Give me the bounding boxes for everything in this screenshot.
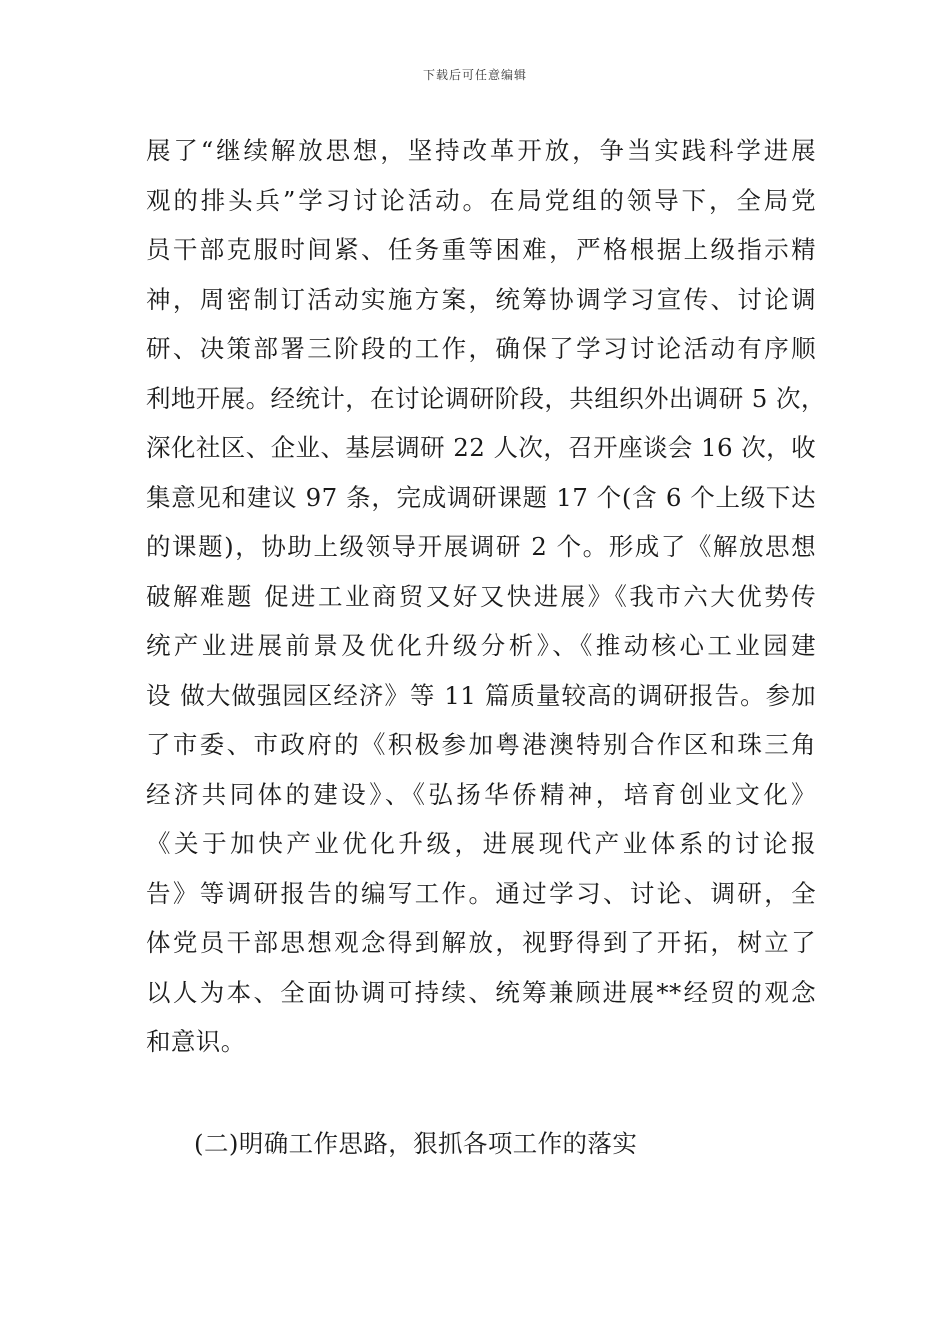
paragraph-line: 观的排头兵”学习讨论活动。在局党组的领导下，全局党 xyxy=(146,185,816,215)
paragraph-line: 告》等调研报告的编写工作。通过学习、讨论、调研，全 xyxy=(146,878,816,908)
paragraph-line: 体党员干部思想观念得到解放，视野得到了开拓，树立了 xyxy=(146,928,816,957)
paragraph-line: 深化社区、企业、基层调研 22 人次，召开座谈会 16 次，收 xyxy=(146,433,816,462)
paragraph-line: 利地开展。经统计，在讨论调研阶段，共组织外出调研 5 次， xyxy=(146,383,826,413)
paragraph-line: 经济共同体的建设》、《弘扬华侨精神，培育创业文化》 xyxy=(146,779,816,809)
paragraph-line: 的课题)，协助上级领导开展调研 2 个。形成了《解放思想 xyxy=(146,532,816,561)
paragraph-line: 集意见和建议 97 条，完成调研课题 17 个(含 6 个上级下达 xyxy=(146,482,816,512)
page-header: 下载后可任意编辑 xyxy=(422,68,527,82)
paragraph-line: 研、决策部署三阶段的工作，确保了学习讨论活动有序顺 xyxy=(146,334,816,363)
section-heading: (二)明确工作思路，狠抓各项工作的落实 xyxy=(194,1129,638,1158)
paragraph-line: 设 做大做强园区经济》等 11 篇质量较高的调研报告。参加 xyxy=(146,680,816,710)
body-paragraph xyxy=(146,126,826,1067)
paragraph-line: 神，周密制订活动实施方案，统筹协调学习宣传、讨论调 xyxy=(146,284,816,314)
paragraph-line: 统产业进展前景及优化升级分析》、《推动核心工业园建 xyxy=(146,631,816,660)
paragraph-line: 破解难题 促进工业商贸又好又快进展》《我市六大优势传 xyxy=(146,581,816,611)
paragraph-line: 《关于加快产业优化升级，进展现代产业体系的讨论报 xyxy=(146,829,816,858)
paragraph-line: 以人为本、全面协调可持续、统筹兼顾进展**经贸的观念 xyxy=(146,977,816,1007)
paragraph-line: 员干部克服时间紧、任务重等困难，严格根据上级指示精 xyxy=(146,235,816,264)
paragraph-line: 和意识。 xyxy=(146,1027,246,1056)
paragraph-line: 了市委、市政府的《积极参加粤港澳特别合作区和珠三角 xyxy=(146,730,816,759)
paragraph-line: 展了“继续解放思想，坚持改革开放，争当实践科学进展 xyxy=(146,136,816,165)
